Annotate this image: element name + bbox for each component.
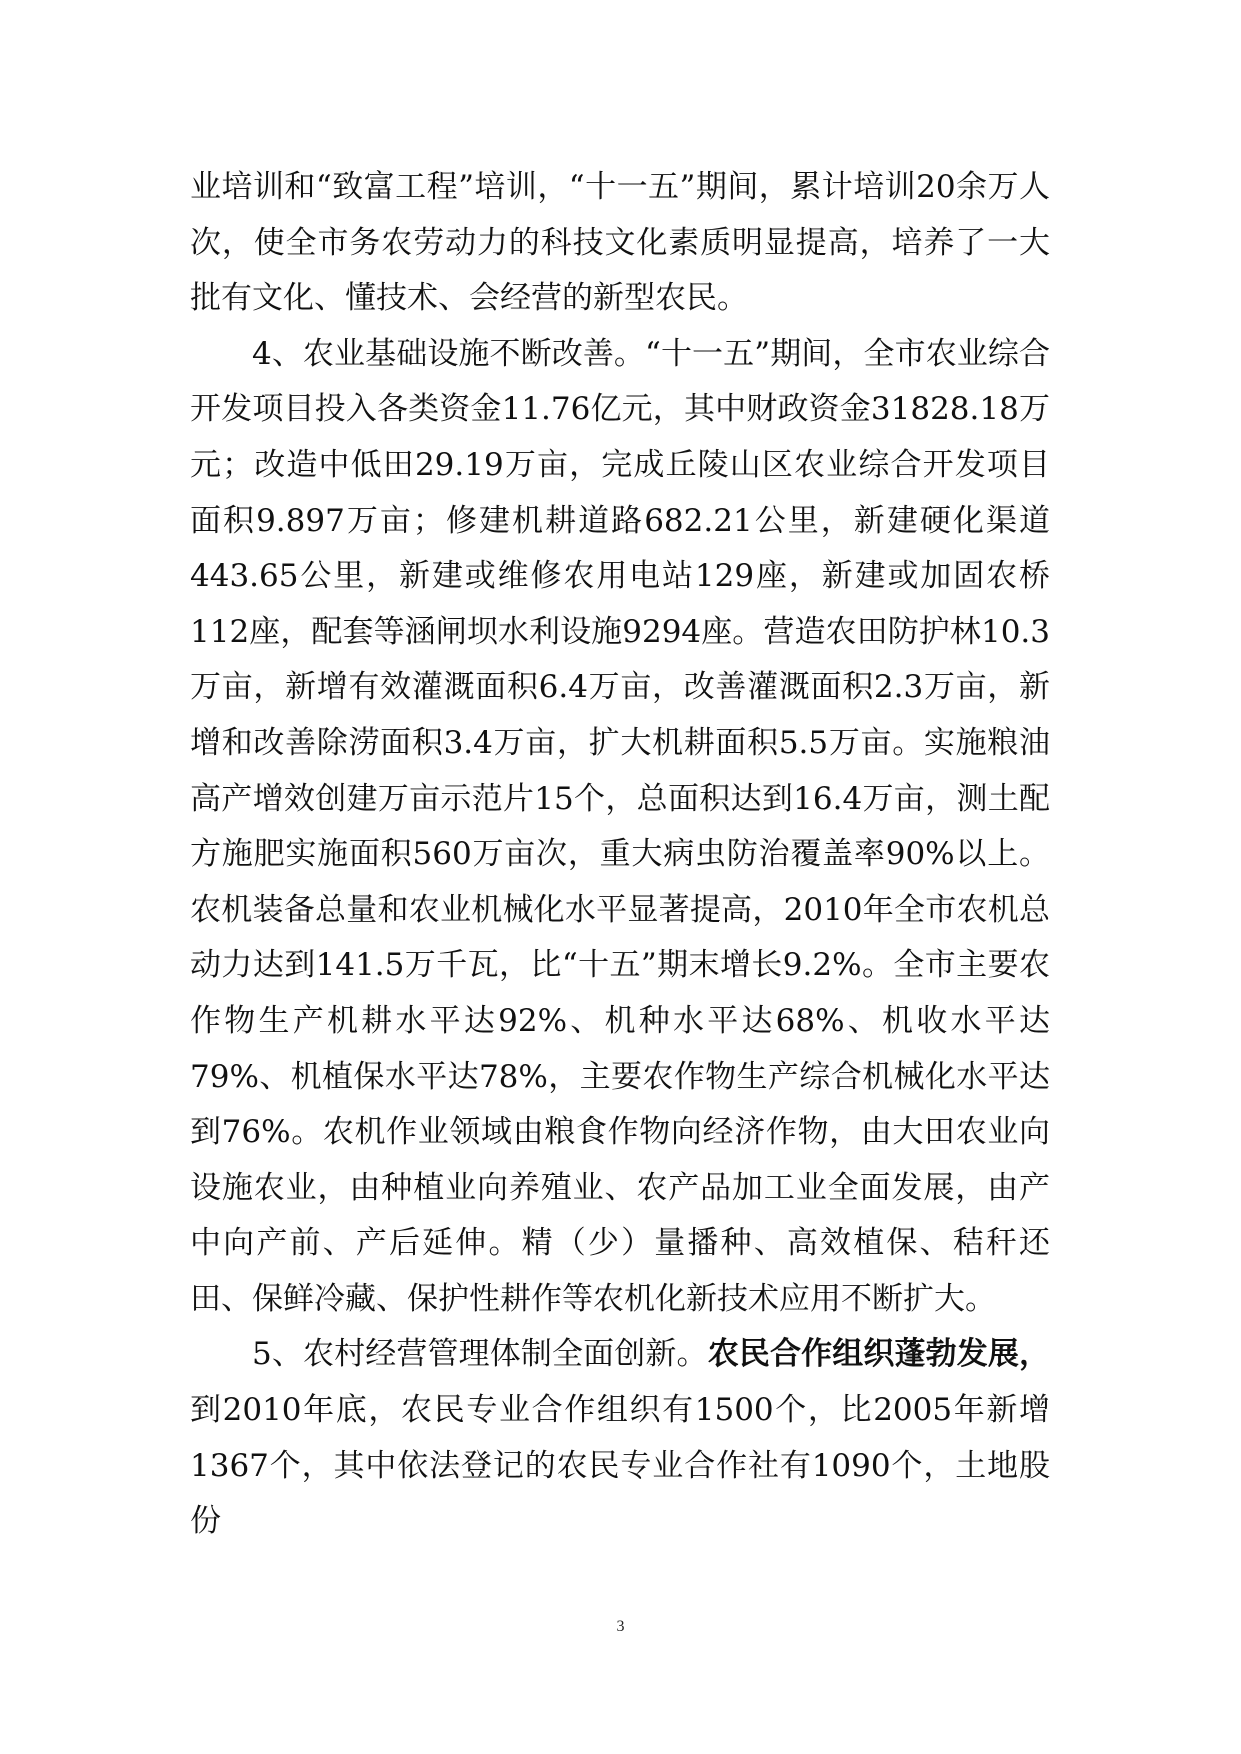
page-number: 3 xyxy=(616,1618,625,1635)
paragraph-continuation-text: 到2010年底，农民专业合作组织有1500个，比2005年新增1367个，其中依法登记的农民专业合作社有1090个，土地股份 xyxy=(190,1392,1050,1540)
body-text xyxy=(190,160,1050,1550)
paragraph-farmer-training: 业培训和“致富工程”培训，“十一五”期间，累计培训20余万人次，使全市务农劳动力的科技文化素质明显提高，培养了一大批有文化、懂技术、会经营的新型农民。 xyxy=(190,169,1050,317)
bold-heading-text: 农民合作组织蓬勃发展， xyxy=(707,1336,1050,1373)
paragraph-infrastructure: 4、农业基础设施不断改善。“十一五”期间，全市农业综合开发项目投入各类资金11.76亿元，其中财政资金31828.18万元；改造中低田29.19万亩，完成丘陵山区农业综合开发项目面积9.897万亩；修建机耕道路682.21公里，新建硬化渠道443.65公里，新建或维修农用电站129座，新建或加固农桥112座，配套等涵闸坝水利设施9294座。营造农田防护林10.3万亩，新增有效灌溉面积6.4万亩，改善灌溉面积2.3万亩，新增和改善除涝面积3.4万亩，扩大机耕面积5.5万亩。实施粮油高产增效创建万亩示范片15个，总面积达到16.4万亩，测土配方施肥实施面积560万亩次，重大病虫防治覆盖率90%以上。农机装备总量和农业机械化水平显著提高，2010年全市农机总动力达到141.5万千瓦，比“十五”期末增长9.2%。全市主要农作物生产机耕水平达92%、机种水平达68%、机收水平达79%、机植保水平达78%，主要农作物生产综合机械化水平达到76%。农机作业领域由粮食作物向经济作物，由大田农业向设施农业，由种植业向养殖业、农产品加工业全面发展，由产中向产前、产后延伸。精（少）量播种、高效植保、秸秆还田、保鲜冷藏、保护性耕作等农机化新技术应用不断扩大。 xyxy=(190,335,1050,1317)
paragraph-lead-text: 5、农村经营管理体制全面创新。 xyxy=(252,1336,708,1373)
paragraph-management-system xyxy=(190,1327,1050,1549)
